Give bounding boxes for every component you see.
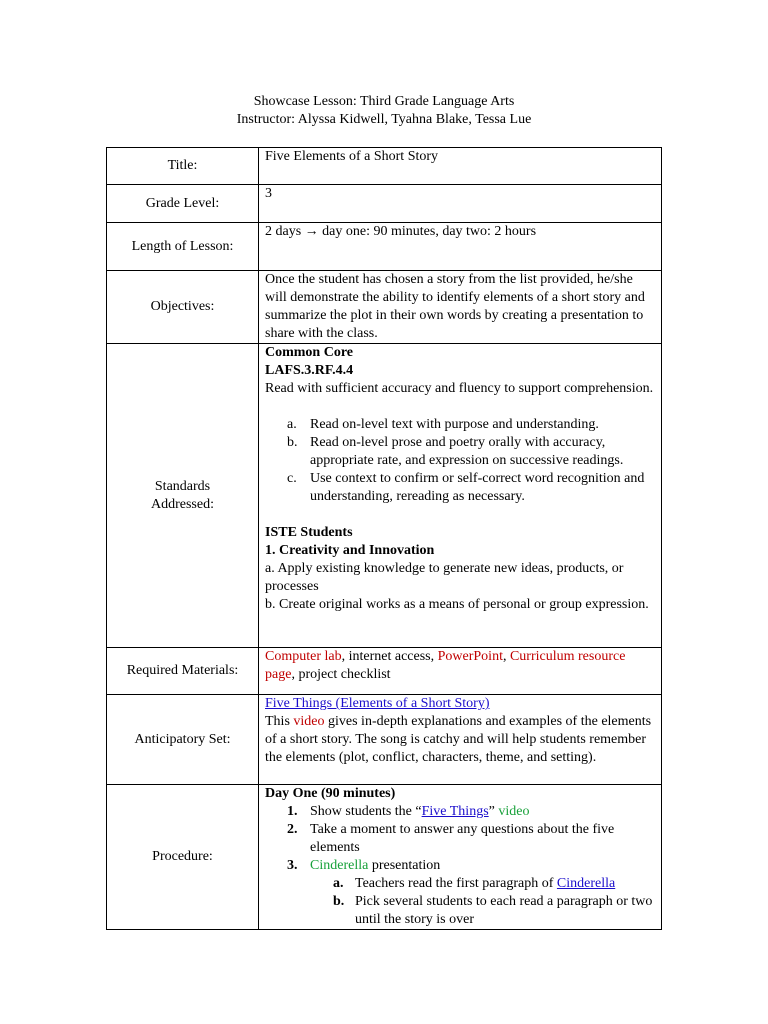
iste-subheading: 1. Creativity and Innovation — [265, 543, 435, 558]
standards-label — [107, 344, 259, 648]
materials-label: Required Materials: — [107, 648, 259, 695]
iste-item-b: b. Create original works as a means of personal or group expression. — [265, 597, 649, 612]
grade-value: 3 — [259, 185, 662, 223]
document-header — [0, 93, 768, 129]
computer-lab-text: Computer lab — [265, 649, 342, 664]
lesson-plan-table — [106, 147, 662, 930]
standard-intro: Read with sufficient accuracy and fluency to support comprehension. — [265, 381, 654, 396]
length-value — [259, 223, 662, 271]
list-item: 1. Show students the “Five Things” video — [287, 804, 530, 819]
standards-label-line2: Addressed: — [151, 496, 214, 512]
standard-code: LAFS.3.RF.4.4 — [265, 363, 354, 378]
curriculum-resource-text: Curriculum resource page — [265, 649, 626, 682]
list-item: 3. Cinderella presentation — [287, 858, 441, 873]
list-item: c. Use context to confirm or self-correct word recognition and understanding, rereading as necessary. — [287, 471, 645, 504]
length-row — [107, 223, 662, 271]
length-days: 2 days — [265, 224, 305, 239]
anticipatory-label: Anticipatory Set: — [107, 695, 259, 785]
length-detail: day one: 90 minutes, day two: 2 hours — [318, 224, 537, 239]
objectives-label: Objectives: — [107, 271, 259, 344]
day-one-heading: Day One (90 minutes) — [265, 786, 396, 801]
lesson-heading: Showcase Lesson: Third Grade Language Arts — [253, 94, 515, 109]
iste-heading: ISTE Students — [265, 525, 353, 540]
list-item: b. Read on-level prose and poetry orally with accuracy, appropriate rate, and expression on successive readings. — [287, 435, 624, 468]
procedure-value — [259, 785, 662, 930]
cinderella-link[interactable]: Cinderella — [556, 876, 616, 891]
title-row — [107, 148, 662, 185]
list-item: a. Teachers read the first paragraph of Cinderella — [333, 876, 616, 891]
list-item: 2. Take a moment to answer any questions about the five elements — [287, 822, 615, 855]
powerpoint-text: PowerPoint — [437, 649, 503, 664]
list-item: a. Read on-level text with purpose and understanding. — [287, 417, 599, 432]
video-text: video — [293, 714, 325, 729]
standard-items — [265, 416, 655, 506]
five-things-video-link[interactable]: Five Things — [421, 804, 489, 819]
procedure-label: Procedure: — [107, 785, 259, 930]
five-things-link[interactable]: Five Things (Elements of a Short Story) — [265, 696, 490, 711]
title-label: Title: — [107, 148, 259, 185]
grade-row — [107, 185, 662, 223]
anticipatory-value: Five Things (Elements of a Short Story) This video gives in-depth explanations and examples of the elements of a short story. The song is catchy and will help students remember the elements (plot, conflict, characters, theme, and setting). — [259, 695, 662, 785]
standards-value — [259, 344, 662, 648]
arrow-icon: → — [304, 224, 319, 239]
materials-value: Computer lab, internet access, PowerPoint, Curriculum resource page, project checklist — [259, 648, 662, 695]
anticipatory-row — [107, 695, 662, 785]
instructor-line: Instructor: Alyssa Kidwell, Tyahna Blake, Tessa Lue — [236, 112, 532, 127]
list-item: b. Pick several students to each read a paragraph or two until the story is over — [333, 894, 653, 927]
iste-item-a: a. Apply existing knowledge to generate new ideas, products, or processes — [265, 561, 624, 594]
title-value: Five Elements of a Short Story — [259, 148, 662, 185]
standards-row — [107, 344, 662, 648]
materials-row — [107, 648, 662, 695]
objectives-value: Once the student has chosen a story from the list provided, he/she will demonstrate the ability to identify elements of a short story and summarize the plot in their own words by creating a presentation to share with the class. — [259, 271, 662, 344]
procedure-row — [107, 785, 662, 930]
objectives-row — [107, 271, 662, 344]
standards-label-line1: Standards — [154, 478, 211, 494]
grade-label: Grade Level: — [107, 185, 259, 223]
length-label: Length of Lesson: — [107, 223, 259, 271]
common-core-heading: Common Core — [265, 345, 354, 360]
